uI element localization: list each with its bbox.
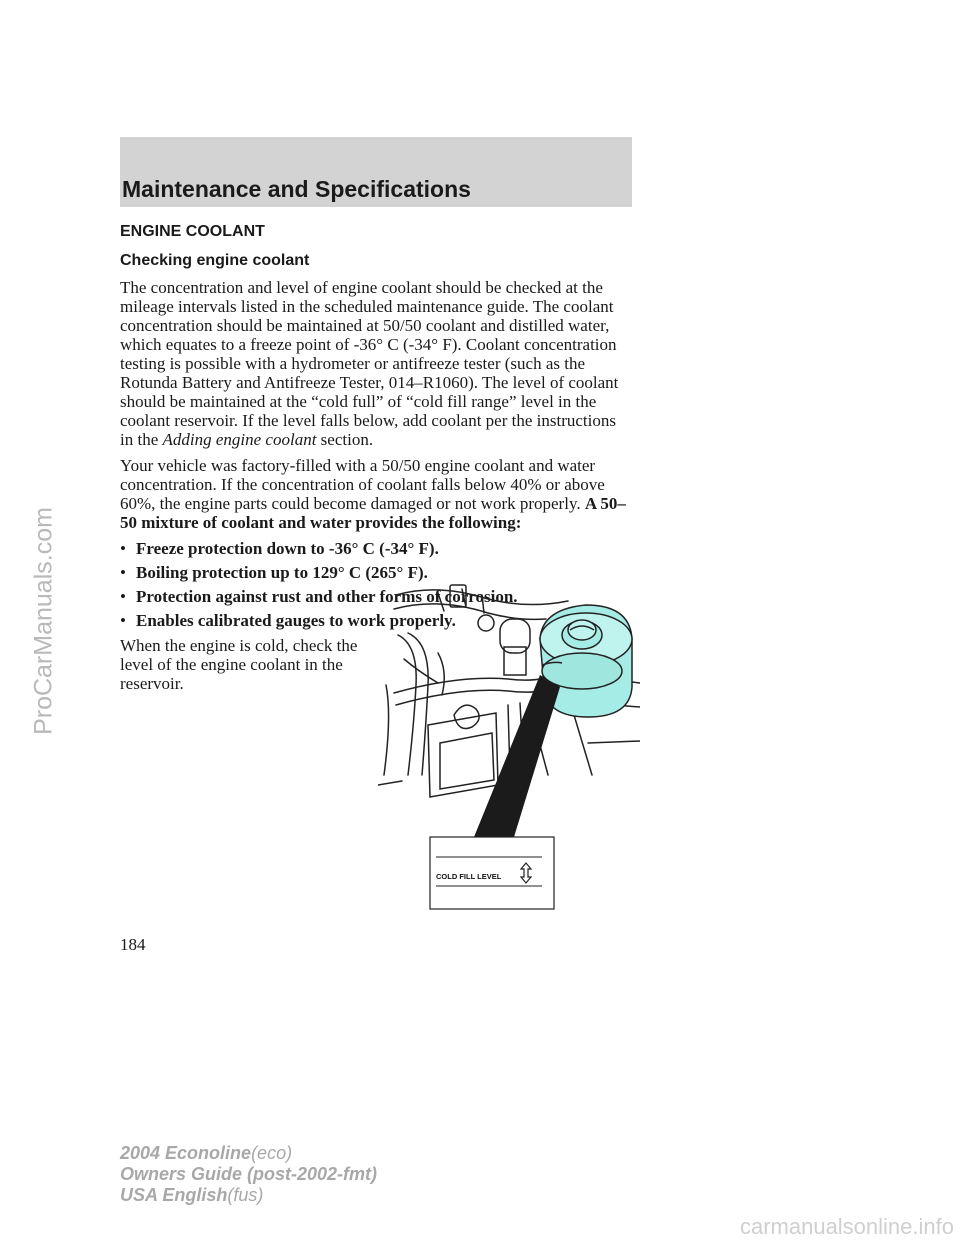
- bullet-icon: •: [120, 539, 126, 558]
- footer-line-guide: Owners Guide (post-2002-fmt): [120, 1164, 378, 1184]
- section-title: Maintenance and Specifications: [122, 176, 471, 202]
- procarmanuals-watermark: ProCarManuals.com: [29, 507, 58, 735]
- footer-line-model: [120, 1143, 377, 1164]
- engine-coolant-reservoir-illustration: [378, 575, 640, 913]
- mixture-benefits-intro: A 50–50 mixture of coolant and water provides the following:: [120, 494, 626, 532]
- heading-engine-coolant: ENGINE COOLANT: [120, 223, 265, 240]
- bullet-icon: •: [120, 587, 126, 606]
- site-watermark: carmanualsonline.info: [739, 1214, 954, 1239]
- paragraph-concentration: [120, 278, 632, 449]
- list-item-text: Enables calibrated gauges to work properly.: [136, 611, 456, 630]
- list-item: [120, 539, 632, 558]
- page-number: 184: [120, 935, 146, 954]
- list-item-text: Boiling protection up to 129° C (265° F).: [136, 563, 428, 582]
- paragraph-factory-fill-text: Your vehicle was factory-filled with a 50/50 engine coolant and water concentration. If the concentration of coolant falls below 40% or above 60%, the engine parts could become damaged or not work properly.: [120, 456, 605, 513]
- paragraph-factory-fill: [120, 456, 632, 532]
- footer-model: 2004 Econoline: [120, 1143, 252, 1163]
- list-item-text: Protection against rust and other forms of corrosion.: [136, 587, 518, 606]
- footer-language: USA English: [120, 1185, 228, 1205]
- adding-engine-coolant-reference: Adding engine coolant: [162, 430, 317, 449]
- bullet-icon: •: [120, 563, 126, 582]
- footer-language-code: (fus): [227, 1185, 264, 1205]
- bullet-icon: •: [120, 611, 126, 630]
- list-item-text: Freeze protection down to -36° C (-34° F).: [136, 539, 439, 558]
- cold-fill-level-label: COLD FILL LEVEL: [436, 872, 502, 881]
- subheading-checking-engine-coolant: Checking engine coolant: [120, 252, 310, 269]
- footer-model-code: (eco): [251, 1143, 293, 1163]
- paragraph-check-reservoir: When the engine is cold, check the level of the engine coolant in the reservoir.: [120, 636, 358, 693]
- document-footer: [120, 1143, 377, 1206]
- paragraph-concentration-end: section.: [316, 430, 374, 449]
- footer-line-language: [120, 1185, 377, 1206]
- paragraph-concentration-text: The concentration and level of engine coolant should be checked at the mileage intervals listed in the scheduled maintenance guide. The coolant concentration should be maintained at 50/50 coolant and distilled water, which equates to a freeze point of -36° C (-34° F). Coolant concentration testing is possible with a hydrometer or antifreeze tester (such as the Rotunda Battery and Antifreeze Tester, 014–R1060). The level of coolant should be maintained at the “cold full” of “cold fill range” level in the coolant reservoir. If the level falls below, add coolant per the instructions in the: [120, 278, 619, 449]
